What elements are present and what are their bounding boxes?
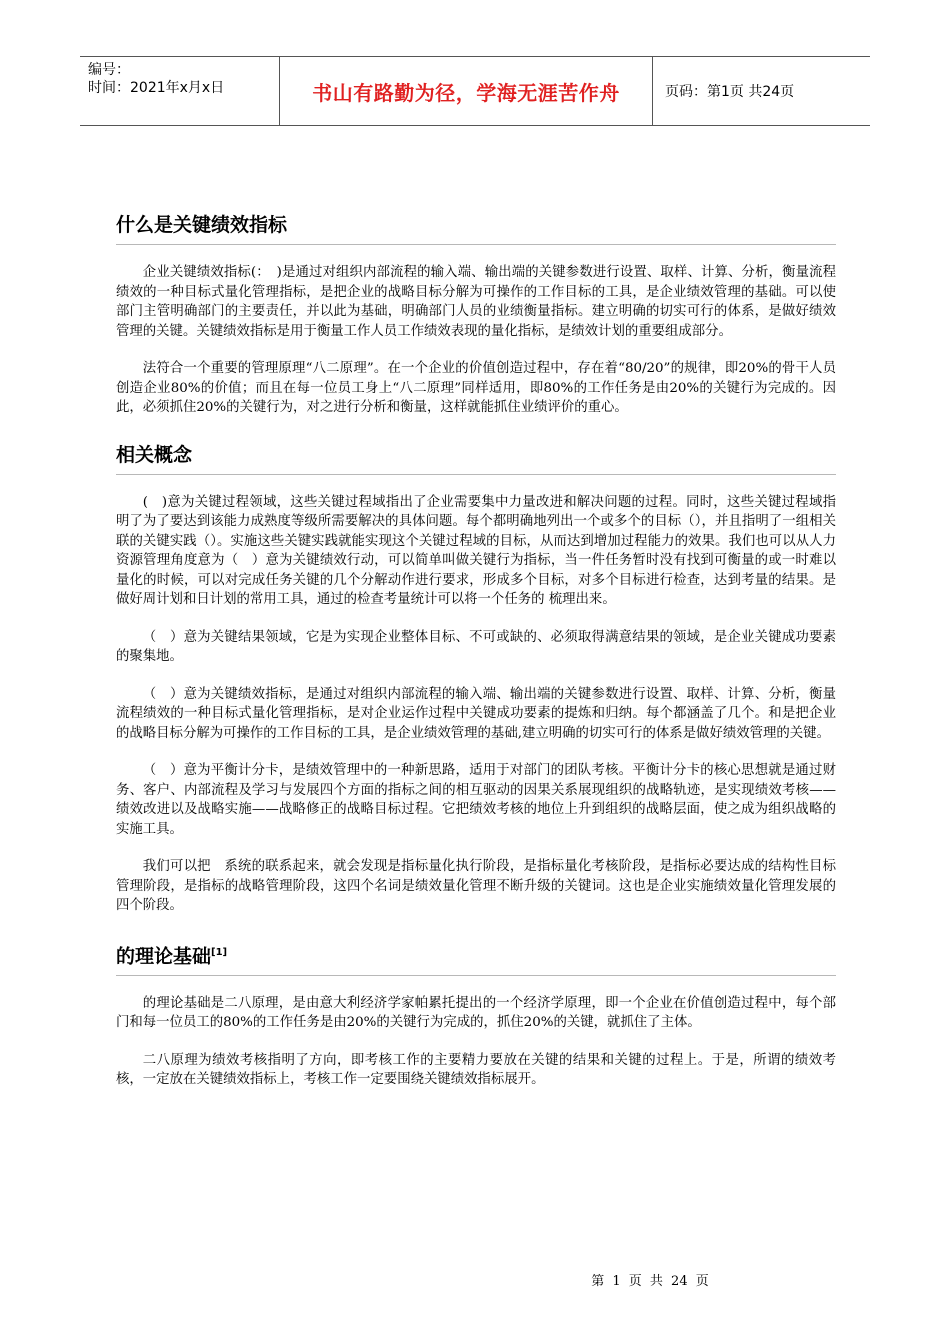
section-heading-theory-basis — [116, 940, 836, 976]
header-motto: 书山有路勤为径，学海无涯苦作舟 — [280, 57, 653, 125]
paragraph: 企业关键绩效指标(： )是通过对组织内部流程的输入端、输出端的关键参数进行设置、取样、计算、分析，衡量流程绩效的一种目标式量化管理指标，是把企业的战略目标分解为可操作的工作目标的工具，是企业绩效管理的基础。可以使部门主管明确部门的主要责任，并以此为基础，明确部门人员的业绩衡量指标。建立明确的切实可行的体系，是做好绩效管理的关键。关键绩效指标是用于衡量工作人员工作绩效表现的量化指标，是绩效计划的重要组成部分。 — [116, 265, 836, 339]
paragraph: （ ）意为关键结果领域，它是为实现企业整体目标、不可或缺的、必须取得满意结果的领域，是企业关键成功要素的聚集地。 — [116, 629, 836, 664]
paragraph: 我们可以把 系统的联系起来，就会发现是指标量化执行阶段，是指标量化考核阶段，是指标必要达成的结构性目标管理阶段，是指标的战略管理阶段，这四个名词是绩效量化管理不断升级的关键词。这也是企业实施绩效量化管理发展的四个阶段。 — [116, 859, 836, 913]
citation-link[interactable]: [1] — [211, 946, 228, 958]
section-heading-kpi-definition: 什么是关键绩效指标 — [116, 212, 836, 245]
section-heading-text: 的理论基础 — [116, 944, 212, 967]
paragraph: 的理论基础是二八原理，是由意大利经济学家帕累托提出的一个经济学原理，即一个企业在价值创造过程中，每个部门和每一位员工的80%的工作任务是由20%的关键行为完成的，抓住20%的关键，就抓住了主体。 — [116, 995, 836, 1031]
document-date: 时间：2021年x月x日 — [88, 80, 225, 96]
paragraph: 二八原理为绩效考核指明了方向，即考核工作的主要精力要放在关键的结果和关键的过程上。于是，所谓的绩效考核，一定放在关键绩效指标上，考核工作一定要围绕关键绩效指标展开。 — [116, 1052, 836, 1088]
header-page-info: 页码：第1页 共24页 — [665, 84, 795, 100]
header-table — [80, 56, 870, 126]
document-body — [116, 212, 836, 1090]
section-heading-related-concepts: 相关概念 — [116, 442, 836, 475]
paragraph: 法符合一个重要的管理原理“八二原理”。在一个企业的价值创造过程中，存在着“80/20”的规律，即20%的骨干人员创造企业80%的价值；而且在每一位员工身上“八二原理”同样适用，即80%的工作任务是由20%的关键行为完成的。因此，必须抓住20%的关键行为，对之进行分析和衡量，这样就能抓住业绩评价的重心。 — [116, 361, 836, 415]
paragraph: ( )意为关键过程领域，这些关键过程域指出了企业需要集中力量改进和解决问题的过程。同时，这些关键过程域指明了为了要达到该能力成熟度等级所需要解决的具体问题。每个都明确地列出一个或多个的目标（），并且指明了一组相关联的关键实践（）。实施这些关键实践就能实现这个关键过程域的目标，从而达到增加过程能力的效果。我们也可以从人力资源管理角度意为（ ）意为关键绩效行动，可以简单叫做关键行为指标，当一件任务暂时没有找到可衡量的或一时难以量化的时候，可以对完成任务关键的几个分解动作进行要求，形成多个目标，对多个目标进行检查，达到考量的结果。是做好周计划和日计划的常用工具，通过的检查考量统计可以将一个任务的 梳理出来。 — [116, 494, 836, 607]
paragraph: （ ）意为关键绩效指标，是通过对组织内部流程的输入端、输出端的关键参数进行设置、取样、计算、分析，衡量流程绩效的一种目标式量化管理指标，是对企业运作过程中关键成功要素的提炼和归纳。每个都涵盖了几个。和是把企业的战略目标分解为可操作的工作目标的工具，是企业绩效管理的基础,建立明确的切实可行的体系是做好绩效管理的关键。 — [116, 686, 836, 741]
page-footer: 第 1 页 共 24 页 — [591, 1274, 709, 1289]
paragraph: （ ）意为平衡计分卡，是绩效管理中的一种新思路，适用于对部门的团队考核。平衡计分卡的核心思想就是通过财务、客户、内部流程及学习与发展四个方面的指标之间的相互驱动的因果关系展现组织的战略轨迹，是实现绩效考核——绩效改进以及战略实施——战略修正的战略目标过程。它把绩效考核的地位上升到组织的战略层面，使之成为组织战略的实施工具。 — [116, 763, 836, 837]
document-number-label: 编号： — [88, 62, 130, 78]
header-meta-cell — [80, 57, 280, 125]
